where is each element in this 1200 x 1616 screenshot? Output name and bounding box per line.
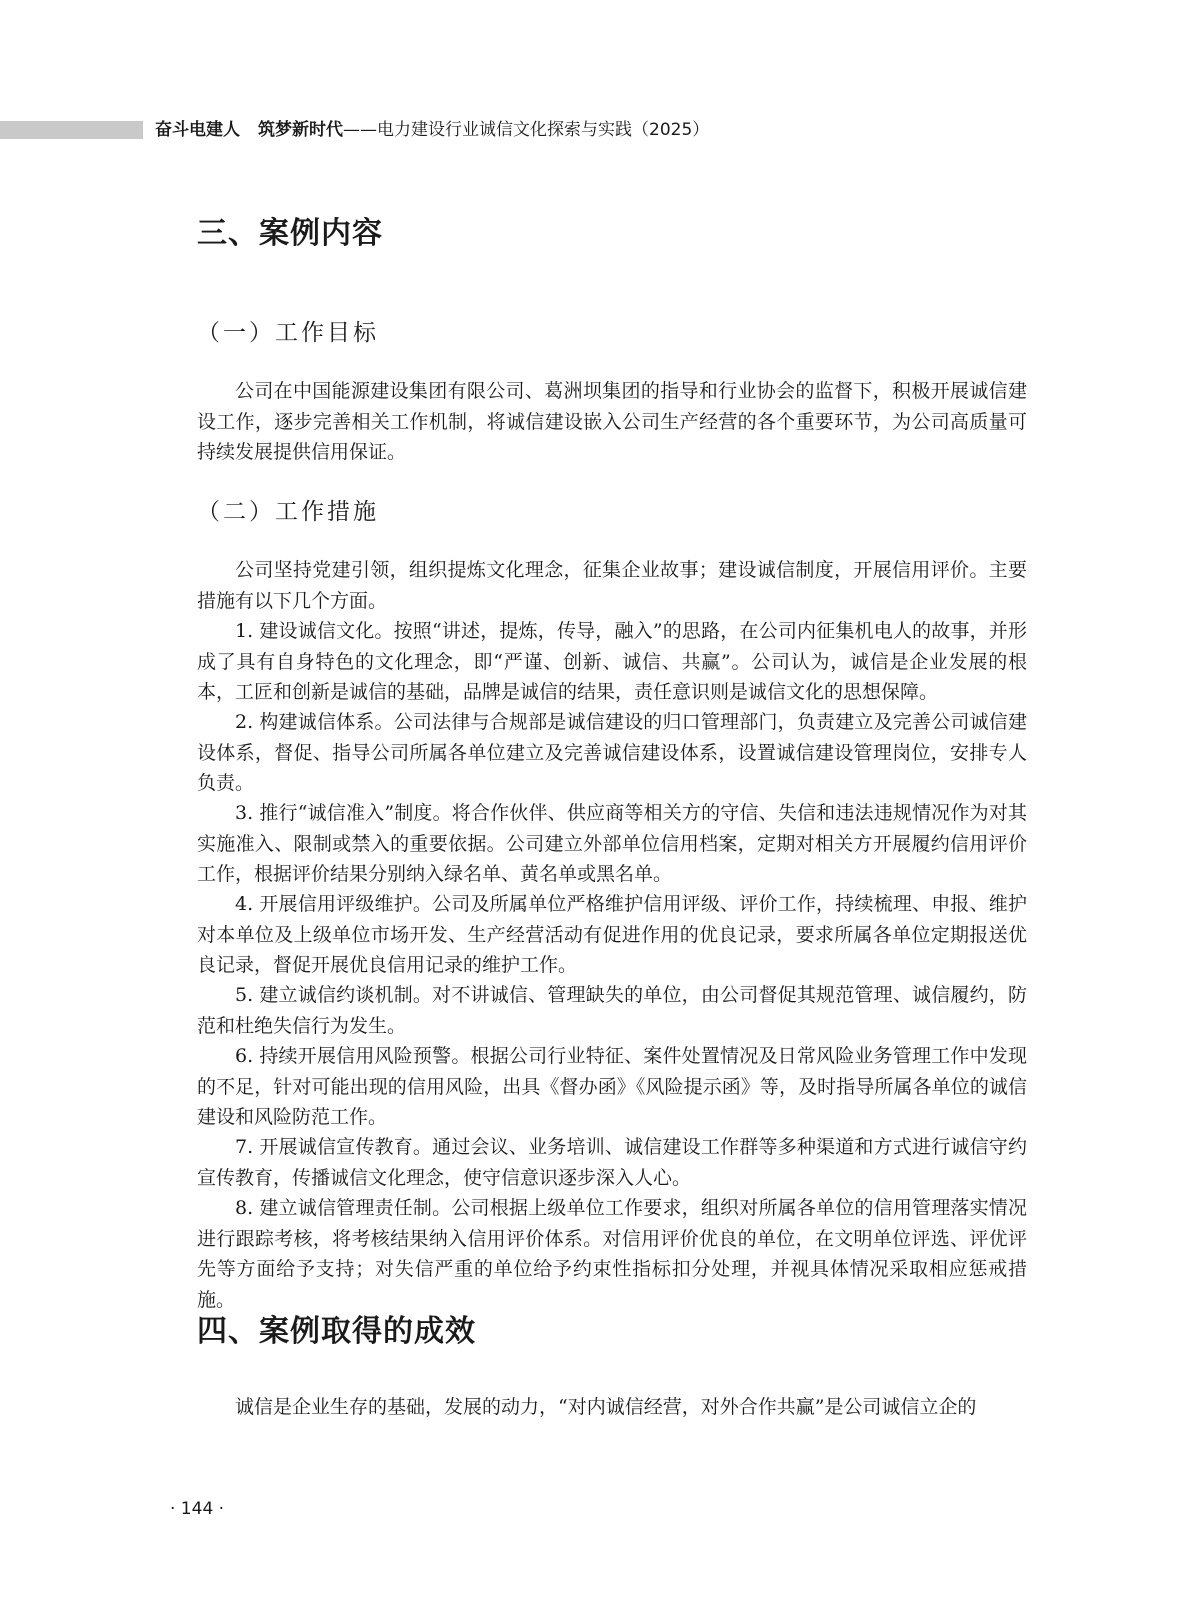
page-number: · 144 · bbox=[170, 1499, 225, 1519]
section-3-1-paragraph-1: 公司在中国能源建设集团有限公司、葛洲坝集团的指导和行业协会的监督下，积极开展诚信建设工作，逐步完善相关工作机制，将诚信建设嵌入公司生产经营的各个重要环节，为公司高质量可持续发展提供信用保证。 bbox=[197, 380, 1027, 463]
header-subtitle: ——电力建设行业诚信文化探索与实践（2025） bbox=[343, 120, 710, 140]
section-4-title: 四、案例取得的成效 bbox=[197, 1314, 476, 1349]
section-3-2-paragraph-5: 4. 开展信用评级维护。公司及所属单位严格维护信用评级、评价工作，持续梳理、申报、维护对本单位及上级单位市场开发、生产经营活动有促进作用的优良记录，要求所属各单位定期报送优良记录，督促开展优良信用记录的维护工作。 bbox=[197, 893, 1027, 976]
header-title-part-1: 奋斗电建人 bbox=[155, 120, 240, 140]
section-3-2-paragraph-4: 3. 推行“诚信准入”制度。将合作伙伴、供应商等相关方的守信、失信和违法违规情况作为对其实施准入、限制或禁入的重要依据。公司建立外部单位信用档案，定期对相关方开展履约信用评价工作，根据评价结果分别纳入绿名单、黄名单或黑名单。 bbox=[197, 802, 1027, 885]
section-3-2-paragraph-1: 公司坚持党建引领，组织提炼文化理念，征集企业故事；建设诚信制度，开展信用评价。主要措施有以下几个方面。 bbox=[197, 559, 1027, 612]
section-3-2-paragraph-7: 6. 持续开展信用风险预警。根据公司行业特征、案件处置情况及日常风险业务管理工作中发现的不足，针对可能出现的信用风险，出具《督办函》《风险提示函》等，及时指导所属各单位的诚信建设和风险防范工作。 bbox=[197, 1045, 1027, 1128]
section-4-paragraph-1: 诚信是企业生存的基础，发展的动力，“对内诚信经营，对外合作共赢”是公司诚信立企的 bbox=[235, 1396, 977, 1418]
header-bar bbox=[0, 121, 143, 139]
section-3-2-paragraph-9: 8. 建立诚信管理责任制。公司根据上级单位工作要求，组织对所属各单位的信用管理落实情况进行跟踪考核，将考核结果纳入信用评价体系。对信用评价优良的单位，在文明单位评选、评优评先等方面给予支持；对失信严重的单位给予约束性指标扣分处理，并视具体情况采取相应惩戒措施。 bbox=[197, 1197, 1027, 1311]
section-3-1-title: （一）工作目标 bbox=[197, 320, 379, 346]
section-3-2-paragraph-6: 5. 建立诚信约谈机制。对不讲诚信、管理缺失的单位，由公司督促其规范管理、诚信履约，防范和杜绝失信行为发生。 bbox=[197, 984, 1027, 1037]
section-3-2-paragraph-2: 1. 建设诚信文化。按照“讲述，提炼，传导，融入”的思路，在公司内征集机电人的故事，并形成了具有自身特色的文化理念，即“严谨、创新、诚信、共赢”。公司认为，诚信是企业发展的根本，工匠和创新是诚信的基础，品牌是诚信的结果，责任意识则是诚信文化的思想保障。 bbox=[197, 620, 1027, 703]
running-header bbox=[155, 117, 709, 143]
section-3-2-paragraph-3: 2. 构建诚信体系。公司法律与合规部是诚信建设的归口管理部门，负责建立及完善公司诚信建设体系，督促、指导公司所属各单位建立及完善诚信建设体系，设置诚信建设管理岗位，安排专人负责。 bbox=[197, 711, 1027, 794]
section-3-2-paragraph-8: 7. 开展诚信宣传教育。通过会议、业务培训、诚信建设工作群等多种渠道和方式进行诚信守约宣传教育，传播诚信文化理念，使守信意识逐步深入人心。 bbox=[197, 1136, 1027, 1189]
section-3-title: 三、案例内容 bbox=[197, 216, 383, 251]
header-title-part-2: 筑梦新时代 bbox=[258, 120, 343, 140]
section-3-2-title: （二）工作措施 bbox=[197, 499, 379, 525]
